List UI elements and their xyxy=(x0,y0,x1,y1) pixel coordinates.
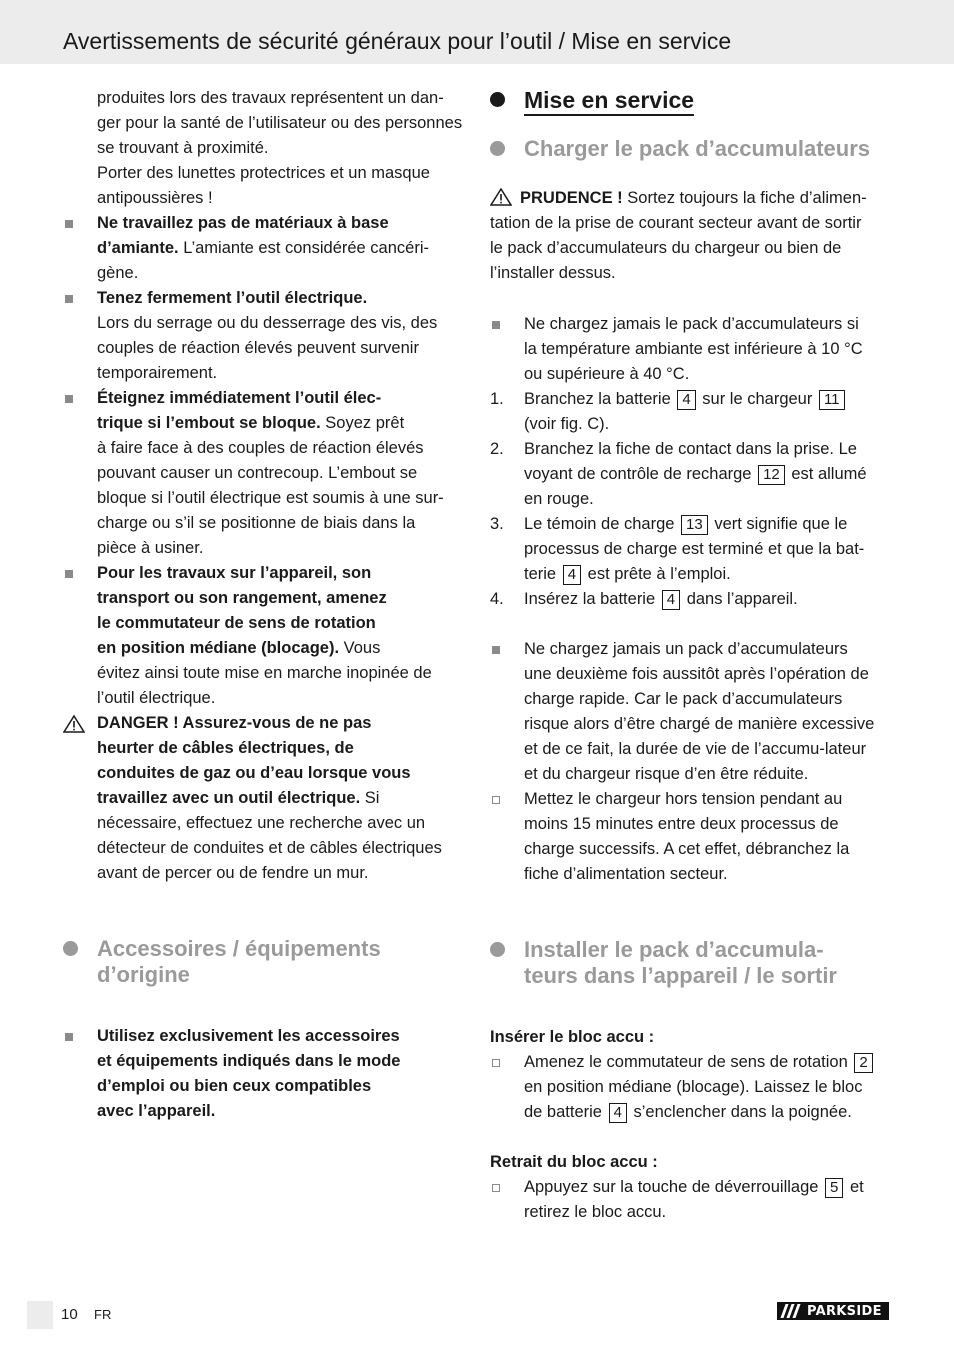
page-number: 10 xyxy=(61,1306,78,1323)
numbered-step-2: 2. Branchez la fiche de contact dans la prise. Le voyant de contrôle de recharge 12 est allumé en rouge. xyxy=(490,440,867,508)
list-item-deuxieme: Ne chargez jamais un pack d’accumulateurs une deuxième fois aussitôt après l’opération de charge rapide. Car le pack d’accumulateurs risque alors d’être chargé de manière excessive et de ce fait, la durée de vie de l’accumu-lateur et du chargeur risque d’en être réduite. xyxy=(490,637,890,787)
list-item-travaux: Pour les travaux sur l’appareil, son transport ou son rangement, amenez le commutateur de sens de rotation en position médiane (blocage). Vous évitez ainsi toute mise en marche inopinée de l’outil électrique. xyxy=(63,561,463,711)
warning-triangle-icon xyxy=(63,715,85,733)
reference-box: 2 xyxy=(854,1053,872,1073)
reference-box: 5 xyxy=(825,1178,843,1198)
section-heading-installer: Installer le pack d’accumula- teurs dans l’appareil / le sortir xyxy=(490,937,890,989)
subheading-inserer: Insérer le bloc accu : xyxy=(490,1028,655,1046)
bullet-square-icon xyxy=(65,395,73,403)
reference-box: 4 xyxy=(609,1103,627,1123)
reference-box: 13 xyxy=(681,515,708,535)
intro-paragraph: produites lors des travaux représentent un dan- ger pour la santé de l’utilisateur ou des personnes se trouvant à proximité. Porter des lunettes protectrices et un masque antipoussières ! xyxy=(97,89,463,207)
bullet-square-icon xyxy=(65,220,73,228)
bullet-open-square-icon xyxy=(492,1059,500,1067)
list-item-retrait: Appuyez sur la touche de déverrouillage 5 et retirez le bloc accu. xyxy=(490,1175,890,1225)
reference-box: 4 xyxy=(677,390,695,410)
bullet-open-square-icon xyxy=(492,796,500,804)
parkside-logo: PARKSIDE xyxy=(777,1302,889,1320)
numbered-step-1: 1. Branchez la batterie 4 sur le chargeur 11 (voir fig. C). xyxy=(490,387,890,437)
bullet-dot-icon xyxy=(490,141,505,156)
bullet-open-square-icon xyxy=(492,1184,500,1192)
section-heading-charger: Charger le pack d’accumulateurs xyxy=(490,136,890,162)
list-item-mettez: Mettez le chargeur hors tension pendant au moins 15 minutes entre deux processus de charge successifs. A cet effet, débranchez la fiche d’alimentation secteur. xyxy=(490,787,890,887)
warning-danger: DANGER ! Assurez-vous de ne pas heurter de câbles électriques, de conduites de gaz ou d’eau lorsque vous travaillez avec un outil électrique. Si nécessaire, effectuez une recherche avec un détecteur de conduites et de câbles électriques avant de percer ou de fendre un mur. xyxy=(63,711,463,886)
bullet-dot-icon xyxy=(490,942,505,957)
right-column xyxy=(490,86,890,1225)
list-item-temperature: Ne chargez jamais le pack d’accumulateurs si la température ambiante est inférieure à 10 °C ou supérieure à 40 °C. xyxy=(490,312,890,387)
footer-page-box xyxy=(27,1301,53,1329)
bullet-square-icon xyxy=(65,570,73,578)
list-item-amiante: Ne travaillez pas de matériaux à base d’amiante. L’amiante est considérée cancéri- gène. xyxy=(63,211,463,286)
list-item-inserer: Amenez le commutateur de sens de rotation 2 en position médiane (blocage). Laissez le bloc de batterie 4 s’enclencher dans la poignée. xyxy=(490,1050,890,1125)
reference-box: 4 xyxy=(662,590,680,610)
list-item-accessoires: Utilisez exclusivement les accessoires et équipements indiqués dans le mode d’emploi ou bien ceux compatibles avec l’appareil. xyxy=(63,1024,463,1124)
bullet-dot-icon xyxy=(490,92,505,107)
bullet-square-icon xyxy=(492,321,500,329)
language-code: FR xyxy=(94,1307,112,1322)
bullet-square-icon xyxy=(65,295,73,303)
reference-box: 4 xyxy=(563,565,581,585)
reference-box: 11 xyxy=(819,390,845,410)
warning-triangle-icon xyxy=(490,188,512,206)
section-heading-accessoires: Accessoires / équipements d’origine xyxy=(63,936,463,988)
list-item-tenez: Tenez fermement l’outil électrique. Lors du serrage ou du desserrage des vis, des couples de réaction élevés peuvent survenir temporairement. xyxy=(63,286,463,386)
logo-stripes-icon xyxy=(783,1302,801,1320)
list-item-eteignez: Éteignez immédiatement l’outil élec- trique si l’embout se bloque. Soyez prêt à faire face à des couples de réaction élevés pouvant causer un contrecoup. L’embout se bloque si l’outil électrique est soumis à une sur- charge ou s’il se positionne de biais dans la pièce à usiner. xyxy=(63,386,463,561)
warning-prudence: PRUDENCE ! Sortez toujours la fiche d’alimen- tation de la prise de courant secteur avant de sortir le pack d’accumulateurs du chargeur ou bien de l’installer dessus. xyxy=(490,189,867,282)
page-title: Avertissements de sécurité généraux pour l’outil / Mise en service xyxy=(63,28,732,54)
section-heading-mise-en-service: Mise en service xyxy=(490,86,890,114)
numbered-step-4: 4. Insérez la batterie 4 dans l’appareil. xyxy=(490,590,798,608)
numbered-step-3: 3. Le témoin de charge 13 vert signifie que le processus de charge est terminé et que la bat- terie 4 est prête à l’emploi. xyxy=(490,515,865,583)
bullet-square-icon xyxy=(492,646,500,654)
bullet-square-icon xyxy=(65,1033,73,1041)
left-column xyxy=(63,86,463,1124)
subheading-retrait: Retrait du bloc accu : xyxy=(490,1153,658,1171)
reference-box: 12 xyxy=(758,465,785,485)
bullet-dot-icon xyxy=(63,941,78,956)
